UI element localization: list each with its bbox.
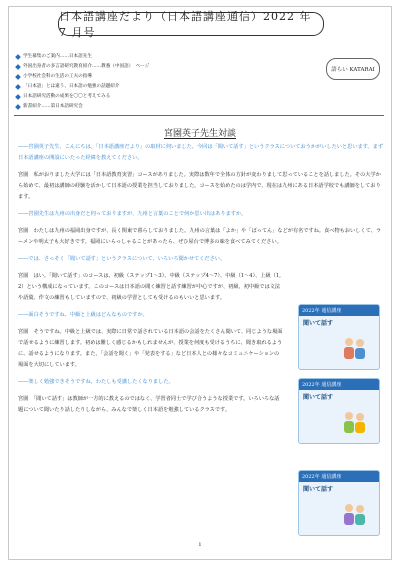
interview-answer: 宮園 わたしは九州の福岡出身ですが、長く関東で暮らしておりました。九州の言葉は「よか」や「ばってん」などが有名ですね。食べ物もおいしくて、ラーメンや明太子も大好きです。福岡にいらっしゃることがあったら、ぜひ屋台で博多の味を食べてみてください。 bbox=[18, 228, 382, 245]
promo-label: 2022年 通信講座 bbox=[299, 379, 379, 390]
course-promo-card[interactable] bbox=[298, 378, 380, 444]
course-promo-card[interactable] bbox=[298, 470, 380, 536]
interview-question: ――楽しく勉強できそうですね。わたしも受講したくなりました。 bbox=[18, 379, 174, 385]
interview-question: ――面白そうですね。中級と上級はどんなものですか。 bbox=[18, 312, 148, 318]
toc-item[interactable]: 外国出身者の多言語研究教育紹介……教養（中国語） ページ bbox=[16, 62, 316, 72]
promo-title: 聞いて話す bbox=[303, 486, 334, 493]
toc-item[interactable]: 学生募集のご案内……日本語先生 bbox=[16, 52, 316, 62]
interview-answer: 宮園 はい。「聞いて話す」のコースは、初級（ステップ1〜3）、中級（ステップ4〜7）、中級（1〜4）、上級（1, 2）という構成になっています。このコースは日本語の聞く練習と話す練習が中心ですが、初級、初中級では文法や語彙、作文の練習もしていますので、初級の学習としても受けるのもいいと思います。 bbox=[18, 273, 281, 301]
interview-answer: 宮園 「聞いて話す」は教師が一方的に教えるのではなく、学習者同士で学び合うような授業です。いろいろな話題について聞いたり話したりしながら、みんなで楽しく日本語を勉強しているクラスです。 bbox=[18, 396, 280, 413]
bullet-icon bbox=[15, 74, 21, 80]
newsletter-title: 日本語講座だより（日本語講座通信）2022 年 7 月号 bbox=[59, 10, 312, 39]
newsletter-title-box bbox=[58, 10, 324, 39]
promo-label: 2022年 通信講座 bbox=[299, 305, 379, 316]
article-title: 宮園英子先生対談 bbox=[163, 129, 236, 139]
interview-answer: 宮園 私がおりました大学には「日本語教育実習」コースがありました。実際は数年で全体の方針が変わりまして思っていることを話しました。その大学から始めて、最初は講師の経験を活かして日本語の授業を担当しておりました。コースを始めたのは学内で、現在は九州にある日本語学校でも講師をしております。 bbox=[18, 172, 381, 200]
bullet-icon bbox=[15, 94, 21, 100]
bullet-icon bbox=[15, 54, 21, 60]
people-illustration-icon bbox=[339, 333, 369, 363]
toc-item[interactable]: 新書紹介……第日本語研究会 bbox=[16, 102, 316, 112]
page-number: 1 bbox=[198, 542, 202, 548]
interview-question: ――では、さっそく「聞いて話す」というクラスについて、いろいろ聞かせてください。 bbox=[18, 256, 226, 262]
promo-label: 2022年 通信講座 bbox=[299, 471, 379, 482]
table-of-contents bbox=[16, 52, 316, 112]
interview-answer: 宮園 そうですね。中級と上級では、実際に日常で話されている日本語の会話をたくさん聞いて、同じような場面で話せるように練習します。初めは難しく感じるかもしれませんが、授業を何度も受けるうちに、聞き取れるように、話せるようになります。また、「会話を聞く」や「発表をする」など日本人との様々なコミュニケーションの場面を大切にしています。 bbox=[18, 329, 283, 368]
promo-title: 聞いて話す bbox=[303, 394, 334, 401]
people-illustration-icon bbox=[339, 499, 369, 529]
bullet-icon bbox=[15, 84, 21, 90]
bullet-icon bbox=[15, 104, 21, 110]
toc-item[interactable]: 「日本語」とは違う、日本語の勉強の話題紹介 bbox=[16, 82, 316, 92]
section-divider bbox=[14, 115, 384, 116]
promo-title: 聞いて話す bbox=[303, 320, 334, 327]
toc-item[interactable]: 小学校社会科の生活の工夫の指導 bbox=[16, 72, 316, 82]
toc-item[interactable]: 日本語研究活動の成果を〇〇と考えてみる bbox=[16, 92, 316, 102]
katarai-badge: 語らい KATARAI bbox=[326, 58, 380, 80]
interview-question: ――宮園英子先生、こんにちは。「日本語講座だより」の取材に伺いました。今回は「聞いて話す」というクラスについておうかがいしたいと思います。まず日本語講座の開設にいたった経緯を教えてください。 bbox=[18, 144, 384, 161]
bullet-icon bbox=[15, 64, 21, 70]
people-illustration-icon bbox=[339, 407, 369, 437]
interview-question: ――宮園先生は九州の出身だと伺っておりますが、九州と言葉のことで何か思い出はありますか。 bbox=[18, 211, 247, 217]
course-promo-card[interactable] bbox=[298, 304, 380, 370]
